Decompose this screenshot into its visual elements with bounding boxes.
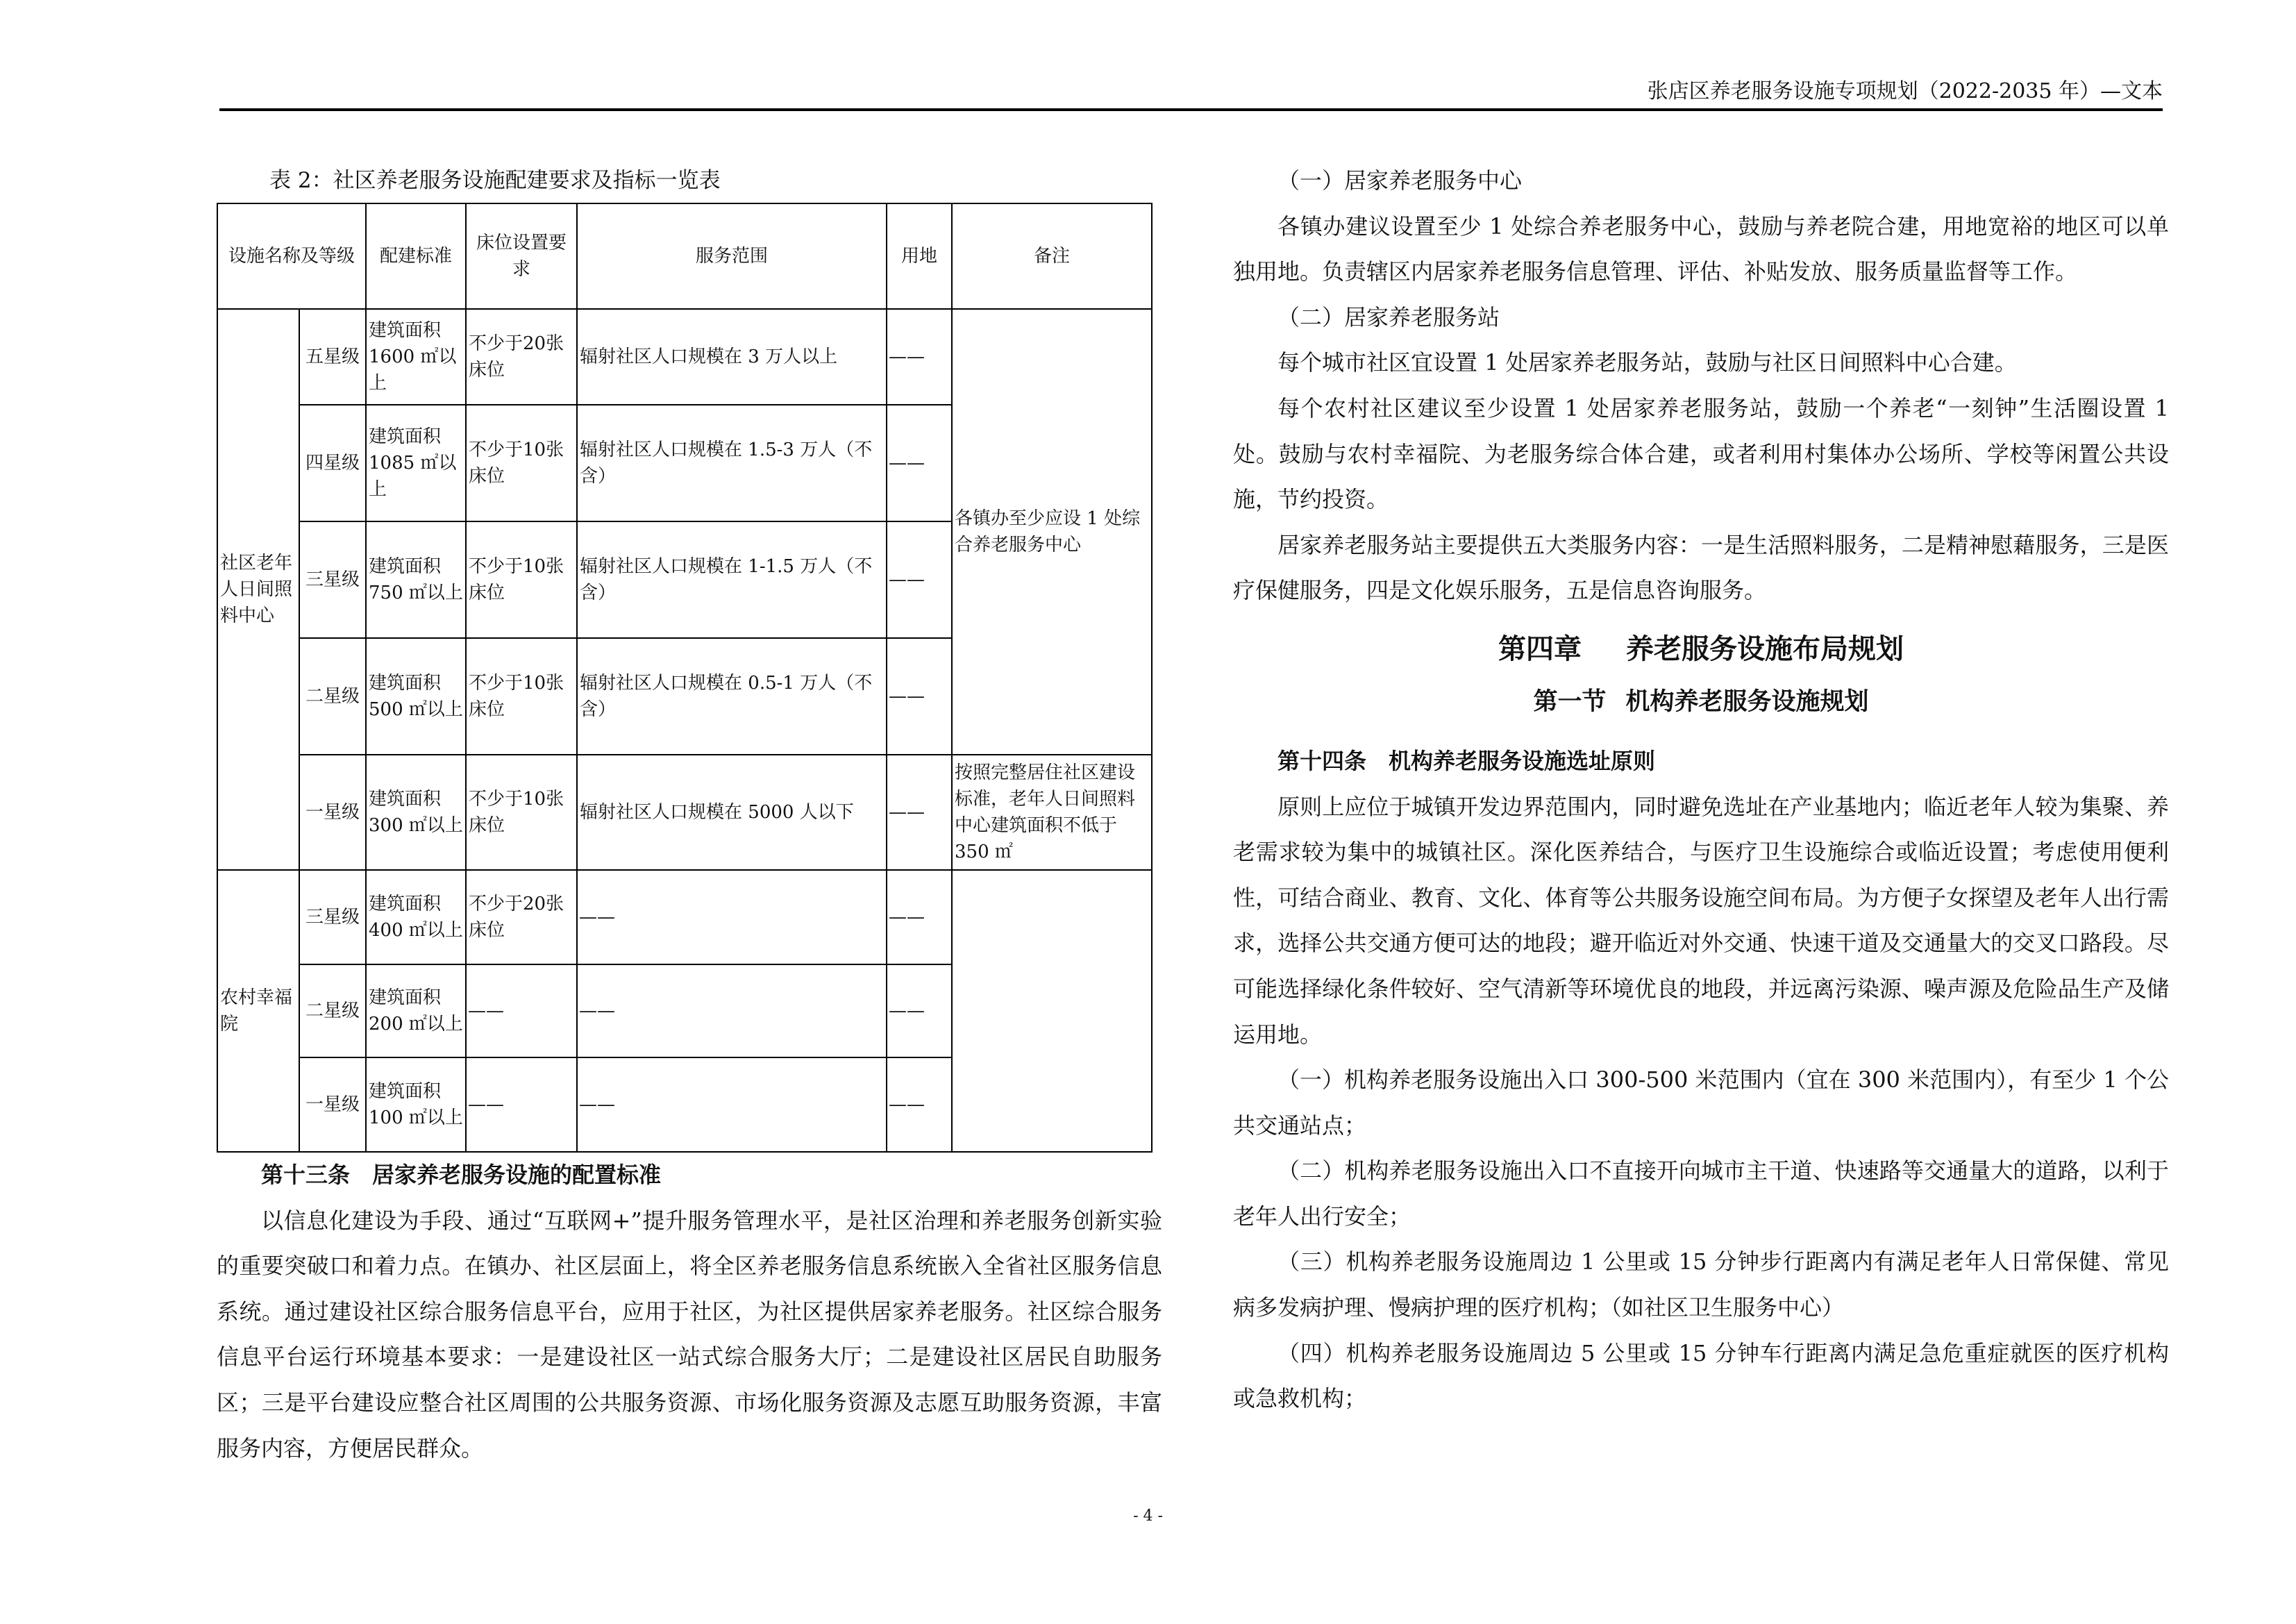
note-cell-rural: [952, 870, 1152, 1152]
scope-cell: 辐射社区人口规模在 3 万人以上: [577, 309, 887, 405]
land-cell: ——: [887, 521, 952, 638]
right-column: [1233, 158, 2169, 1422]
header-name-level: 设施名称及等级: [217, 203, 366, 309]
standard-cell: 建筑面积1600 ㎡以上: [366, 309, 466, 405]
level-cell: 四星级: [299, 405, 366, 521]
group-name-day-care-center: 社区老年人日间照料中心: [217, 309, 299, 870]
note-cell-one-star: 按照完整居住社区建设标准，老年人日间照料中心建筑面积不低于 350 ㎡: [952, 755, 1152, 870]
beds-cell: 不少于20张床位: [466, 870, 577, 964]
land-cell: ——: [887, 964, 952, 1057]
subsection-2-title: （二）居家养老服务站: [1277, 303, 1500, 330]
level-cell: 三星级: [299, 521, 366, 638]
article-13-body: 以信息化建设为手段、通过“互联网+”提升服务管理水平，是社区治理和养老服务创新实验的重要突破口和着力点。在镇办、社区层面上，将全区养老服务信息系统嵌入全省社区服务信息系统。通过建设社区综合服务信息平台，应用于社区，为社区提供居家养老服务。社区综合服务信息平台运行环境基本要求：一是建设社区一站式综合服务大厅；二是建设社区居民自助服务区；三是平台建设应整合社区周围的公共服务资源、市场化服务资源及志愿互助服务资源，丰富服务内容，方便居民群众。: [217, 1207, 1162, 1462]
section-title: 机构养老服务设施规划: [1625, 687, 1869, 716]
standard-cell: 建筑面积500 ㎡以上: [366, 638, 466, 755]
section-number: 第一节: [1533, 687, 1607, 716]
subsection-1-body: 各镇办建议设置至少 1 处综合养老服务中心，鼓励与养老院合建，用地宽裕的地区可以单独用地。负责辖区内居家养老服务信息管理、评估、补贴发放、服务质量监督等工作。: [1233, 212, 2169, 285]
header-land: 用地: [887, 203, 952, 309]
left-column: [217, 158, 1162, 1471]
subsection-2-paragraph: 居家养老服务站主要提供五大类服务内容：一是生活照料服务，二是精神慰藉服务，三是医疗保健服务，四是文化娱乐服务，五是信息咨询服务。: [1233, 531, 2169, 604]
note-cell-main: 各镇办至少应设 1 处综合养老服务中心: [952, 309, 1152, 755]
beds-cell: 不少于10张床位: [466, 755, 577, 870]
level-cell: 二星级: [299, 964, 366, 1057]
scope-cell: ——: [577, 964, 887, 1057]
header-beds: 床位设置要求: [466, 203, 577, 309]
site-criterion-item: （三）机构养老服务设施周边 1 公里或 15 分钟步行距离内有满足老年人日常保健、常见病多发病护理、慢病护理的医疗机构；（如社区卫生服务中心）: [1233, 1248, 2169, 1321]
table-header-row: [217, 203, 1152, 309]
table-row: [217, 309, 1152, 405]
beds-cell: ——: [466, 964, 577, 1057]
document-header-title: 张店区养老服务设施专项规划（2022-2035 年）—文本: [1647, 79, 2163, 103]
chapter-heading: [1233, 621, 2169, 678]
level-cell: 一星级: [299, 1057, 366, 1152]
standard-cell: 建筑面积200 ㎡以上: [366, 964, 466, 1057]
scope-cell: ——: [577, 1057, 887, 1152]
level-cell: 三星级: [299, 870, 366, 964]
subsection-2-paragraph: 每个城市社区宜设置 1 处居家养老服务站，鼓励与社区日间照料中心合建。: [1277, 349, 2017, 376]
land-cell: ——: [887, 870, 952, 964]
subsection-2-paragraph: 每个农村社区建议至少设置 1 处居家养老服务站，鼓励一个养老“一刻钟”生活圈设置 1 处。鼓励与农村幸福院、为老服务综合体合建，或者利用村集体办公场所、学校等闲置公共设施，节约投资。: [1233, 394, 2169, 513]
standard-cell: 建筑面积400 ㎡以上: [366, 870, 466, 964]
header-notes: 备注: [952, 203, 1152, 309]
group-name-rural-happiness-home: 农村幸福院: [217, 870, 299, 1152]
chapter-number: 第四章: [1498, 633, 1582, 665]
header-standard: 配建标准: [366, 203, 466, 309]
beds-cell: 不少于10张床位: [466, 521, 577, 638]
land-cell: ——: [887, 755, 952, 870]
article-14-title: 第十四条 机构养老服务设施选址原则: [1277, 747, 1656, 774]
level-cell: 一星级: [299, 755, 366, 870]
level-cell: 五星级: [299, 309, 366, 405]
chapter-title: 养老服务设施布局规划: [1626, 633, 1904, 665]
header-scope: 服务范围: [577, 203, 887, 309]
land-cell: ——: [887, 309, 952, 405]
beds-cell: 不少于10张床位: [466, 638, 577, 755]
scope-cell: 辐射社区人口规模在 1-1.5 万人（不含）: [577, 521, 887, 638]
scope-cell: 辐射社区人口规模在 1.5-3 万人（不含）: [577, 405, 887, 521]
table-row: [217, 755, 1152, 870]
header-divider: [219, 108, 2163, 111]
site-criterion-item: （四）机构养老服务设施周边 5 公里或 15 分钟车行距离内满足急危重症就医的医疗机构或急救机构；: [1233, 1339, 2169, 1412]
table-caption: 表 2：社区养老服务设施配建要求及指标一览表: [269, 168, 721, 193]
beds-cell: ——: [466, 1057, 577, 1152]
standard-cell: 建筑面积100 ㎡以上: [366, 1057, 466, 1152]
land-cell: ——: [887, 1057, 952, 1152]
subsection-1-title: （一）居家养老服务中心: [1277, 167, 1523, 194]
standard-cell: 建筑面积300 ㎡以上: [366, 755, 466, 870]
standard-cell: 建筑面积750 ㎡以上: [366, 521, 466, 638]
land-cell: ——: [887, 638, 952, 755]
site-criterion-item: （一）机构养老服务设施出入口 300-500 米范围内（宜在 300 米范围内），有至少 1 个公共交通站点；: [1233, 1066, 2169, 1139]
scope-cell: ——: [577, 870, 887, 964]
level-cell: 二星级: [299, 638, 366, 755]
scope-cell: 辐射社区人口规模在 0.5-1 万人（不含）: [577, 638, 887, 755]
scope-cell: 辐射社区人口规模在 5000 人以下: [577, 755, 887, 870]
site-criterion-item: （二）机构养老服务设施出入口不直接开向城市主干道、快速路等交通量大的道路，以利于老年人出行安全；: [1233, 1157, 2169, 1230]
article-14-body: 原则上应位于城镇开发边界范围内，同时避免选址在产业基地内；临近老年人较为集聚、养老需求较为集中的城镇社区。深化医养结合，与医疗卫生设施综合或临近设置；考虑使用便利性，可结合商业、教育、文化、体育等公共服务设施空间布局。为方便子女探望及老年人出行需求，选择公共交通方便可达的地段；避开临近对外交通、快速干道及交通量大的交叉口路段。尽可能选择绿化条件较好、空气清新等环境优良的地段，并远离污染源、噪声源及危险品生产及储运用地。: [1233, 793, 2169, 1048]
table-row: [217, 870, 1152, 964]
standard-cell: 建筑面积1085 ㎡以上: [366, 405, 466, 521]
article-13-title: 第十三条 居家养老服务设施的配置标准: [261, 1162, 662, 1188]
land-cell: ——: [887, 405, 952, 521]
section-heading: [1233, 678, 2169, 726]
beds-cell: 不少于20张床位: [466, 309, 577, 405]
page-number: - 4 -: [1133, 1507, 1163, 1525]
facility-config-table: [217, 203, 1153, 1153]
beds-cell: 不少于10张床位: [466, 405, 577, 521]
